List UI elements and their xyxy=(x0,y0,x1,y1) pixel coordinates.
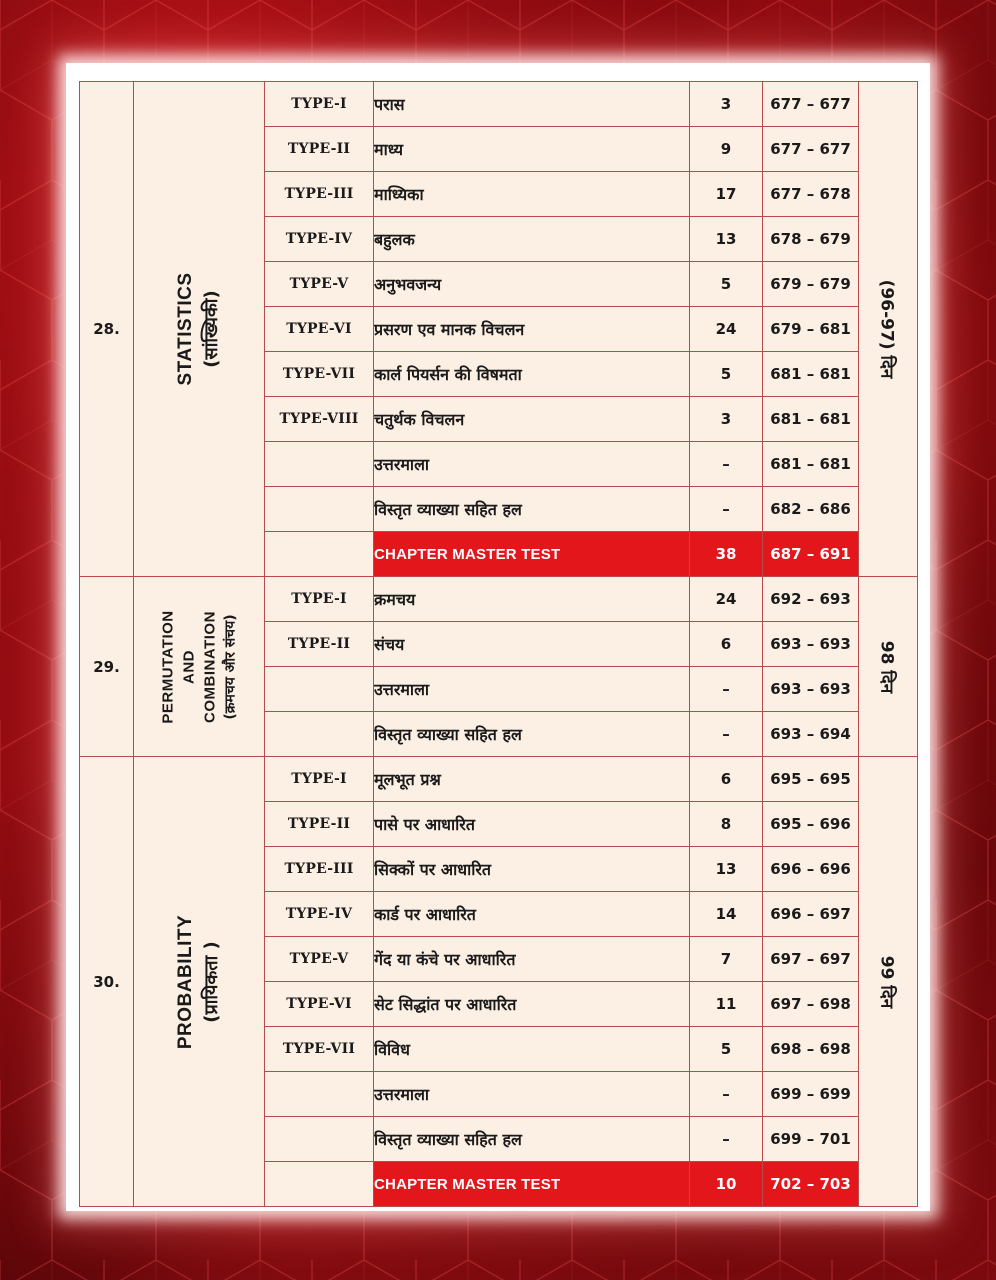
question-count: – xyxy=(690,487,763,532)
study-days: 99 दिन xyxy=(876,955,897,1008)
topic-name: प्रसरण एव मानक विचलन xyxy=(374,307,690,352)
question-count: 13 xyxy=(690,847,763,892)
page-range: 678 – 679 xyxy=(763,217,859,262)
page-range: 682 – 686 xyxy=(763,487,859,532)
chapter-number: 29. xyxy=(80,577,134,757)
topic-name: उत्तरमाला xyxy=(374,1072,690,1117)
page-range: 681 – 681 xyxy=(763,442,859,487)
type-label: TYPE-V xyxy=(265,262,374,307)
topic-name: विस्तृत व्याख्या सहित हल xyxy=(374,712,690,757)
chapter-number: 28. xyxy=(80,82,134,577)
type-label xyxy=(265,487,374,532)
question-count: 5 xyxy=(690,262,763,307)
chapter-title-hi: (सांख्यिकी) xyxy=(201,290,222,368)
topic-name: उत्तरमाला xyxy=(374,442,690,487)
question-count: – xyxy=(690,667,763,712)
question-count: 24 xyxy=(690,307,763,352)
chapter-title-cell xyxy=(134,82,265,577)
contents-table xyxy=(79,81,918,1207)
type-label: TYPE-V xyxy=(265,937,374,982)
type-label: TYPE-I xyxy=(265,757,374,802)
page-range: 696 – 697 xyxy=(763,892,859,937)
chapter-title-en: STATISTICS xyxy=(175,272,196,386)
chapter-title-en: AND xyxy=(180,649,198,684)
page-range: 679 – 681 xyxy=(763,307,859,352)
question-count: 8 xyxy=(690,802,763,847)
days-cell xyxy=(859,82,918,577)
type-label: TYPE-II xyxy=(265,622,374,667)
page-range: 687 – 691 xyxy=(763,532,859,577)
type-label: TYPE-VI xyxy=(265,982,374,1027)
question-count: 14 xyxy=(690,892,763,937)
question-count: 3 xyxy=(690,82,763,127)
chapter-title xyxy=(158,610,241,723)
study-days: 98 दिन xyxy=(876,640,897,693)
topic-name: कार्ल पियर्सन की विषमता xyxy=(374,352,690,397)
question-count: 38 xyxy=(690,532,763,577)
chapter-title xyxy=(173,272,225,385)
chapter-title-hi: (क्रमचय और संचय) xyxy=(222,613,239,720)
question-count: 5 xyxy=(690,1027,763,1072)
type-label: TYPE-VI xyxy=(265,307,374,352)
page-range: 677 – 677 xyxy=(763,82,859,127)
type-label: TYPE-VIII xyxy=(265,397,374,442)
topic-name: बहुलक xyxy=(374,217,690,262)
table-row xyxy=(80,757,918,802)
topic-name: अनुभवजन्य xyxy=(374,262,690,307)
table-row xyxy=(80,82,918,127)
topic-name: CHAPTER MASTER TEST xyxy=(374,532,690,577)
topic-name: उत्तरमाला xyxy=(374,667,690,712)
page-range: 677 – 678 xyxy=(763,172,859,217)
question-count: 9 xyxy=(690,127,763,172)
chapter-title-hi: (प्रायिकता ) xyxy=(201,940,222,1023)
type-label: TYPE-II xyxy=(265,127,374,172)
page-range: 702 – 703 xyxy=(763,1162,859,1207)
page-range: 697 – 697 xyxy=(763,937,859,982)
chapter-title-en: COMBINATION xyxy=(201,610,219,723)
chapter-title-cell xyxy=(134,577,265,757)
topic-name: कार्ड पर आधारित xyxy=(374,892,690,937)
question-count: 5 xyxy=(690,352,763,397)
chapter-title-cell xyxy=(134,757,265,1207)
type-label: TYPE-III xyxy=(265,172,374,217)
type-label xyxy=(265,442,374,487)
page-range: 698 – 698 xyxy=(763,1027,859,1072)
type-label xyxy=(265,1072,374,1117)
chapter-title-en: PROBABILITY xyxy=(175,914,196,1049)
page-range: 677 – 677 xyxy=(763,127,859,172)
page-range: 699 – 701 xyxy=(763,1117,859,1162)
page-range: 695 – 695 xyxy=(763,757,859,802)
type-label xyxy=(265,1162,374,1207)
page-range: 693 – 693 xyxy=(763,622,859,667)
question-count: 10 xyxy=(690,1162,763,1207)
question-count: 6 xyxy=(690,622,763,667)
topic-name: पासे पर आधारित xyxy=(374,802,690,847)
topic-name: मूलभूत प्रश्न xyxy=(374,757,690,802)
type-label: TYPE-IV xyxy=(265,892,374,937)
question-count: – xyxy=(690,712,763,757)
question-count: 7 xyxy=(690,937,763,982)
page-range: 699 – 699 xyxy=(763,1072,859,1117)
question-count: – xyxy=(690,1117,763,1162)
topic-name: संचय xyxy=(374,622,690,667)
type-label: TYPE-VII xyxy=(265,1027,374,1072)
page-range: 681 – 681 xyxy=(763,397,859,442)
question-count: 24 xyxy=(690,577,763,622)
page-range: 695 – 696 xyxy=(763,802,859,847)
page-range: 693 – 693 xyxy=(763,667,859,712)
question-count: 11 xyxy=(690,982,763,1027)
question-count: – xyxy=(690,442,763,487)
question-count: 13 xyxy=(690,217,763,262)
topic-name: क्रमचय xyxy=(374,577,690,622)
question-count: – xyxy=(690,1072,763,1117)
page-range: 697 – 698 xyxy=(763,982,859,1027)
days-cell xyxy=(859,577,918,757)
topic-name: विस्तृत व्याख्या सहित हल xyxy=(374,487,690,532)
type-label xyxy=(265,1117,374,1162)
chapter-title-en: PERMUTATION xyxy=(159,609,177,724)
type-label: TYPE-III xyxy=(265,847,374,892)
topic-name: गेंद या कंचे पर आधारित xyxy=(374,937,690,982)
question-count: 17 xyxy=(690,172,763,217)
topic-name: माध्य xyxy=(374,127,690,172)
question-count: 6 xyxy=(690,757,763,802)
topic-name: विविध xyxy=(374,1027,690,1072)
table-row xyxy=(80,577,918,622)
page-range: 681 – 681 xyxy=(763,352,859,397)
topic-name: CHAPTER MASTER TEST xyxy=(374,1162,690,1207)
topic-name: सेट सिद्धांत पर आधारित xyxy=(374,982,690,1027)
type-label: TYPE-I xyxy=(265,82,374,127)
topic-name: चतुर्थक विचलन xyxy=(374,397,690,442)
topic-name: परास xyxy=(374,82,690,127)
days-cell xyxy=(859,757,918,1207)
type-label: TYPE-II xyxy=(265,802,374,847)
topic-name: सिक्कों पर आधारित xyxy=(374,847,690,892)
chapter-number: 30. xyxy=(80,757,134,1207)
chapter-title xyxy=(173,914,225,1048)
type-label xyxy=(265,712,374,757)
topic-name: विस्तृत व्याख्या सहित हल xyxy=(374,1117,690,1162)
type-label xyxy=(265,667,374,712)
page-range: 692 – 693 xyxy=(763,577,859,622)
type-label: TYPE-I xyxy=(265,577,374,622)
page-range: 696 – 696 xyxy=(763,847,859,892)
question-count: 3 xyxy=(690,397,763,442)
type-label: TYPE-IV xyxy=(265,217,374,262)
page-range: 693 – 694 xyxy=(763,712,859,757)
type-label: TYPE-VII xyxy=(265,352,374,397)
page-range: 679 – 679 xyxy=(763,262,859,307)
study-days: (96-97) दिन xyxy=(876,279,897,379)
type-label xyxy=(265,532,374,577)
topic-name: माध्यिका xyxy=(374,172,690,217)
